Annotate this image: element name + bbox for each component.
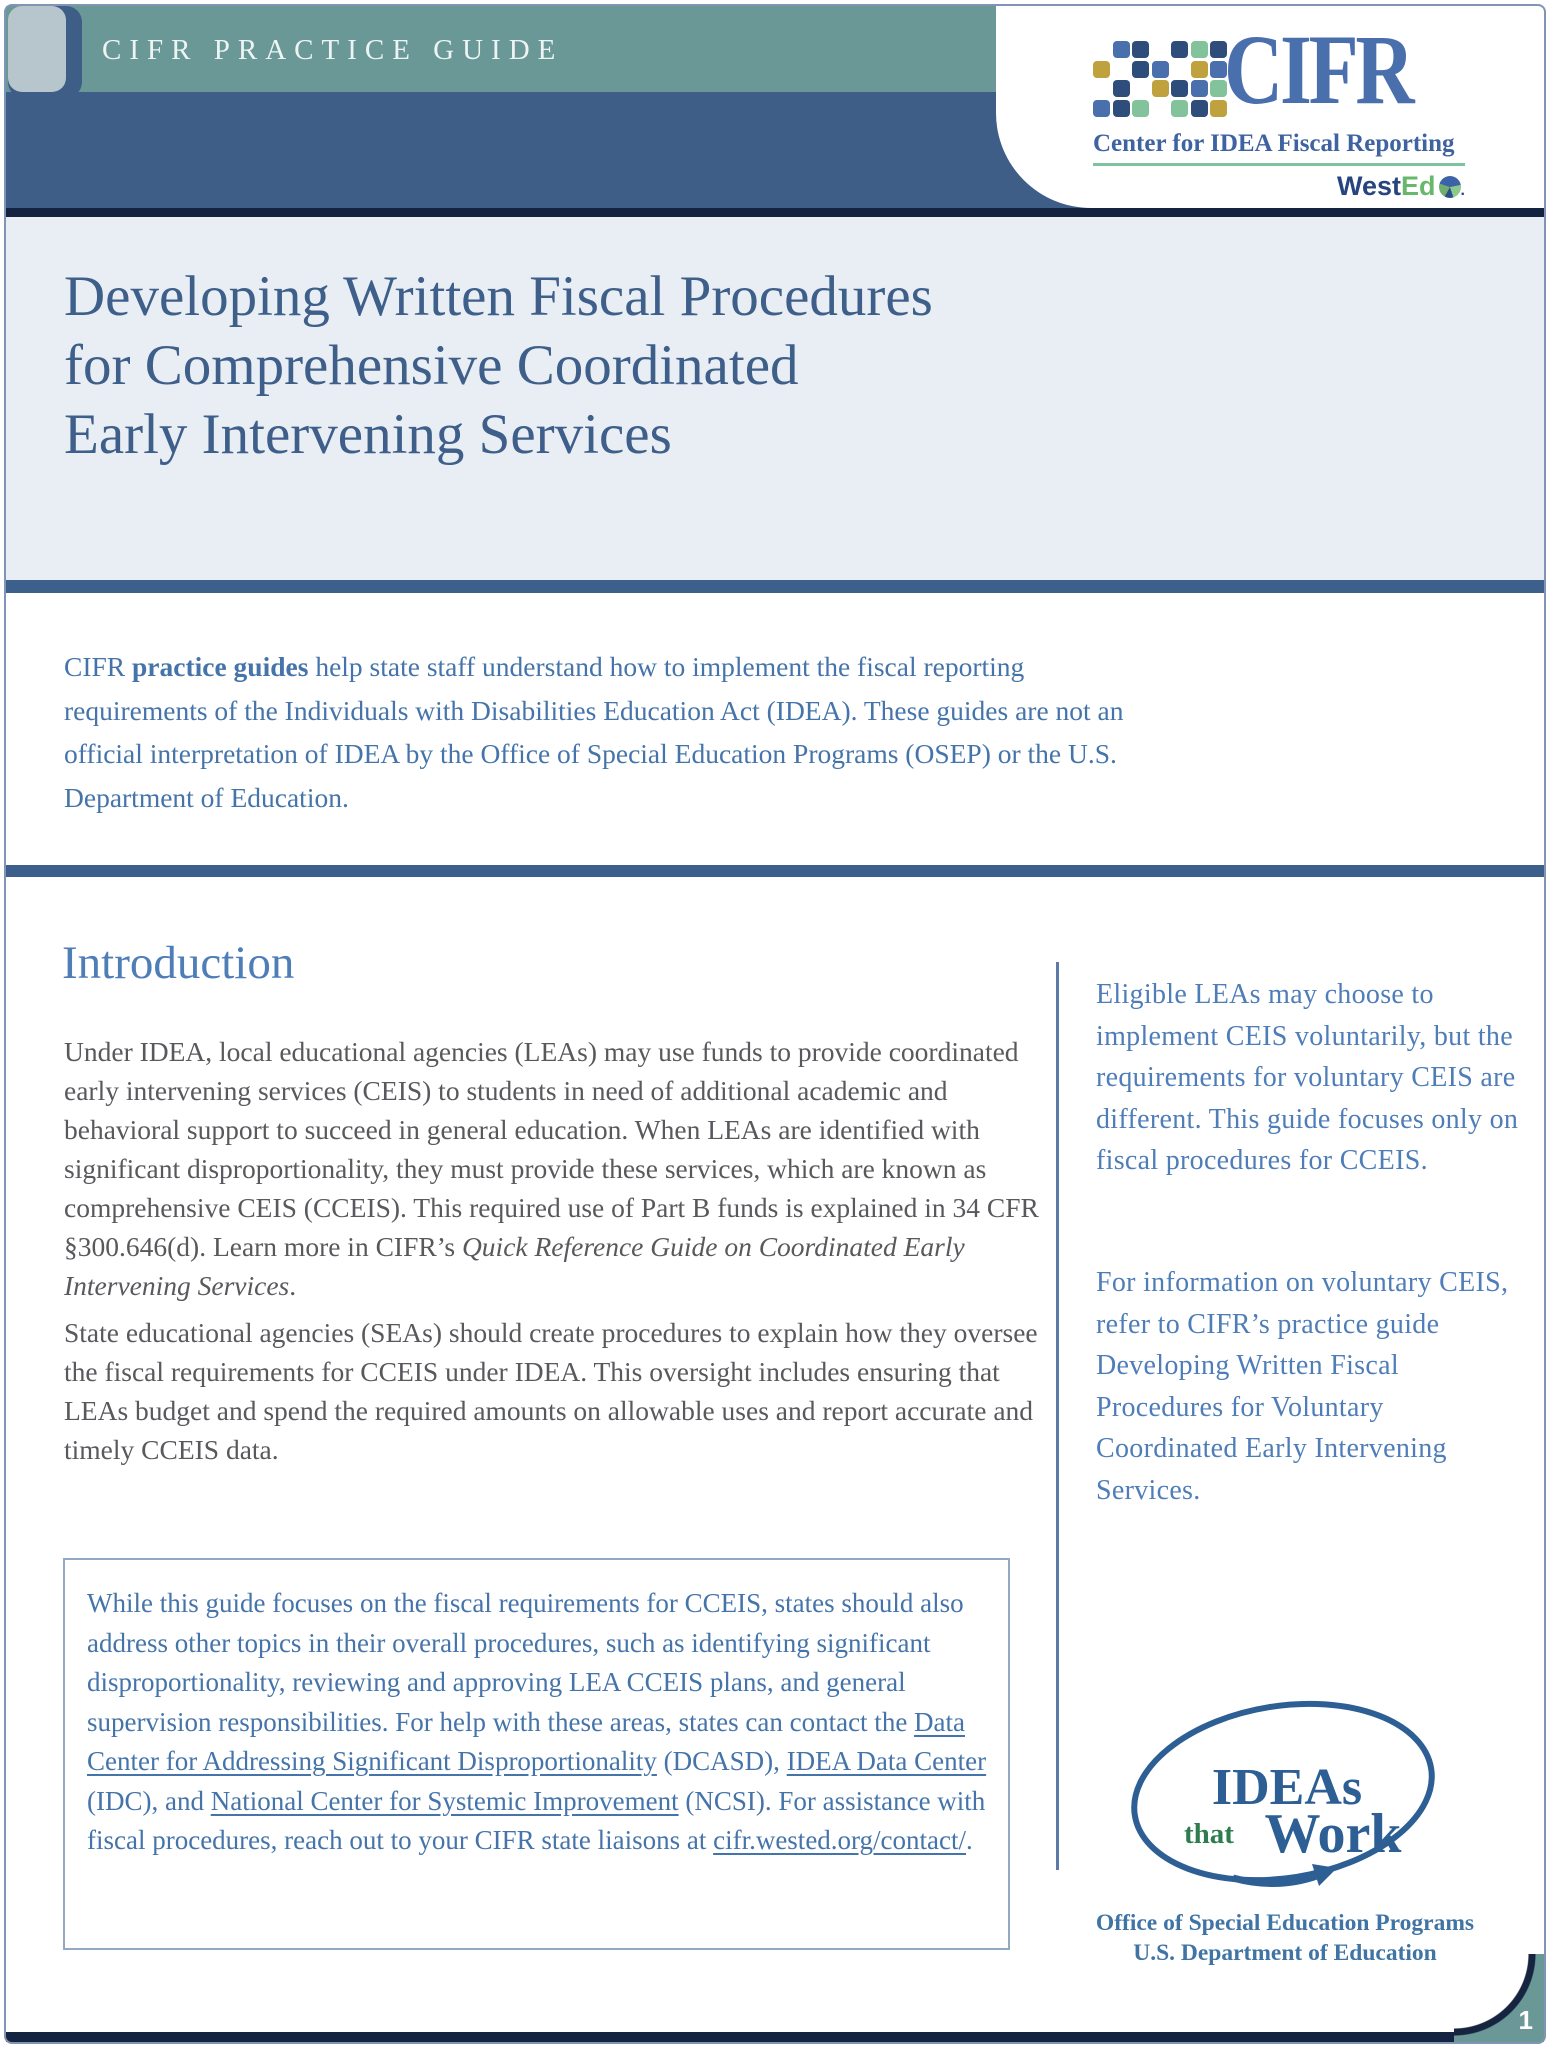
mosaic-square xyxy=(1171,41,1188,58)
mosaic-gap xyxy=(1093,80,1110,97)
page-corner xyxy=(1454,1954,1544,2042)
sidebar-note: For information on voluntary CEIS, refer to CIFR’s practice guide Developing Written Fiscal Procedures for Voluntary Coordinated Early Intervening Services. xyxy=(1096,1267,1509,1506)
cifr-logo-tagline: Center for IDEA Fiscal Reporting xyxy=(1093,130,1455,157)
text-segment: (NCSI). For assistance with fiscal procedures, reach out to your CIFR state liaisons at xyxy=(87,1785,986,1855)
header-tab xyxy=(8,6,66,92)
text-line: Developing Written Fiscal Procedures xyxy=(64,265,933,328)
page-title xyxy=(64,262,933,469)
text-segment: help state staff understand how to implement the fiscal reporting requirements of the Individuals with Disabilities Education Act (IDEA). These guides are not an official interpretation of IDEA by the Office of Special Education Programs (OSEP) or the U.S. Department of Education. xyxy=(64,651,1124,813)
wested-logo xyxy=(1093,171,1465,202)
mosaic-gap xyxy=(1152,100,1169,117)
cifr-logo-acronym: CIFR xyxy=(1224,14,1412,125)
svg-text:that: that xyxy=(1184,1818,1234,1850)
callout-text xyxy=(87,1584,989,1861)
text-line: Early Intervening Services xyxy=(64,403,672,466)
introduction-heading: Introduction xyxy=(62,937,295,989)
navy-rule-bottom xyxy=(6,2032,1456,2042)
mosaic-square xyxy=(1152,61,1169,78)
ideas-that-work-oval xyxy=(1115,1692,1455,1906)
cifr-logo-panel xyxy=(996,6,1544,208)
mosaic-square xyxy=(1191,41,1208,58)
title-band xyxy=(6,217,1544,580)
ideas-that-work-logo xyxy=(1070,1692,1500,1911)
cifr-mosaic-icon xyxy=(1093,41,1227,117)
mosaic-gap xyxy=(1171,61,1188,78)
text-segment: State educational agencies (SEAs) should create procedures to explain how they oversee the fiscal requirements for CCEIS under IDEA. This oversight includes ensuring that LEAs budget and spend the required amounts on allowable uses and report accurate and timely CCEIS data. xyxy=(64,1317,1038,1465)
mosaic-square xyxy=(1171,80,1188,97)
section-divider xyxy=(6,865,1544,877)
mosaic-gap xyxy=(1132,80,1149,97)
mosaic-gap xyxy=(1152,41,1169,58)
text-segment: . xyxy=(289,1270,297,1301)
mosaic-square xyxy=(1113,80,1130,97)
section-divider xyxy=(6,580,1544,593)
mosaic-square xyxy=(1191,100,1208,117)
sidebar-divider-rule xyxy=(1056,962,1059,1870)
inline-link[interactable]: National Center for Systemic Improvement xyxy=(210,1785,679,1816)
mosaic-square xyxy=(1191,80,1208,97)
mosaic-square xyxy=(1132,41,1149,58)
italic-text: Quick Reference Guide on Coordinated Early Intervening Services xyxy=(64,1231,965,1301)
svg-text:Work: Work xyxy=(1264,1803,1402,1865)
mosaic-gap xyxy=(1093,41,1110,58)
mosaic-square xyxy=(1152,80,1169,97)
banner-label: CIFR PRACTICE GUIDE xyxy=(102,34,564,66)
text-line: Office of Special Education Programs xyxy=(1095,1910,1475,1936)
mosaic-square xyxy=(1132,100,1149,117)
text-segment: . xyxy=(966,1825,973,1855)
inline-link[interactable]: Data Center for Addressing Significant Disproportionality xyxy=(87,1706,966,1776)
logo-divider-rule xyxy=(1093,163,1465,166)
text-segment: (IDC), and xyxy=(87,1785,211,1816)
text-line: U.S. Department of Education xyxy=(1133,1940,1437,1966)
sidebar-note: Eligible LEAs may choose to implement CEIS voluntarily, but the requirements for voluntary CEIS are different. This guide focuses only on fiscal procedures for CCEIS. xyxy=(1096,979,1519,1176)
bold-text: practice guides xyxy=(132,651,309,682)
text-segment: CIFR xyxy=(64,651,133,682)
body-paragraph xyxy=(64,1313,1059,1469)
wested-logo-west: West xyxy=(1337,171,1402,201)
text-line: for Comprehensive Coordinated xyxy=(64,334,799,397)
inline-link[interactable]: cifr.wested.org/contact/ xyxy=(713,1825,967,1855)
navy-rule-top xyxy=(6,208,1544,217)
mosaic-square xyxy=(1093,61,1110,78)
wested-logo-ed: Ed xyxy=(1401,171,1436,201)
body-paragraph xyxy=(64,1032,1059,1305)
page-number: 1 xyxy=(1518,2005,1533,2035)
text-segment: Under IDEA, local educational agencies (LEAs) may use funds to provide coordinated early intervening services (CEIS) to students in need of additional academic and behavioral support to succeed in general education. When LEAs are identified with significant disproportionality, they must provide these services, which are known as comprehensive CEIS (CCEIS). This required use of Part B funds is explained in 34 CFR §300.646(d). Learn more in CIFR’s xyxy=(64,1036,1039,1262)
mosaic-square xyxy=(1191,61,1208,78)
inline-link[interactable]: IDEA Data Center xyxy=(786,1746,987,1776)
mosaic-square xyxy=(1093,100,1110,117)
mosaic-square xyxy=(1113,100,1130,117)
mosaic-square xyxy=(1171,100,1188,117)
text-segment: (DCASD), xyxy=(656,1746,787,1776)
svg-text:IDEAs: IDEAs xyxy=(1211,1759,1363,1816)
mosaic-square xyxy=(1132,61,1149,78)
practice-guide-note xyxy=(64,645,1144,819)
mosaic-square xyxy=(1113,41,1130,58)
mosaic-gap xyxy=(1113,61,1130,78)
globe-icon xyxy=(1439,176,1461,198)
wested-logo-dot: . xyxy=(1460,182,1465,199)
osep-attribution xyxy=(1060,1908,1510,1968)
callout-box xyxy=(63,1558,1010,1950)
text-segment: While this guide focuses on the fiscal requirements for CCEIS, states should also address other topics in their overall procedures, such as identifying significant disproportionality, reviewing and approving LEA CCEIS plans, and general supervision responsibilities. For help with these areas, states can contact the xyxy=(87,1588,964,1737)
